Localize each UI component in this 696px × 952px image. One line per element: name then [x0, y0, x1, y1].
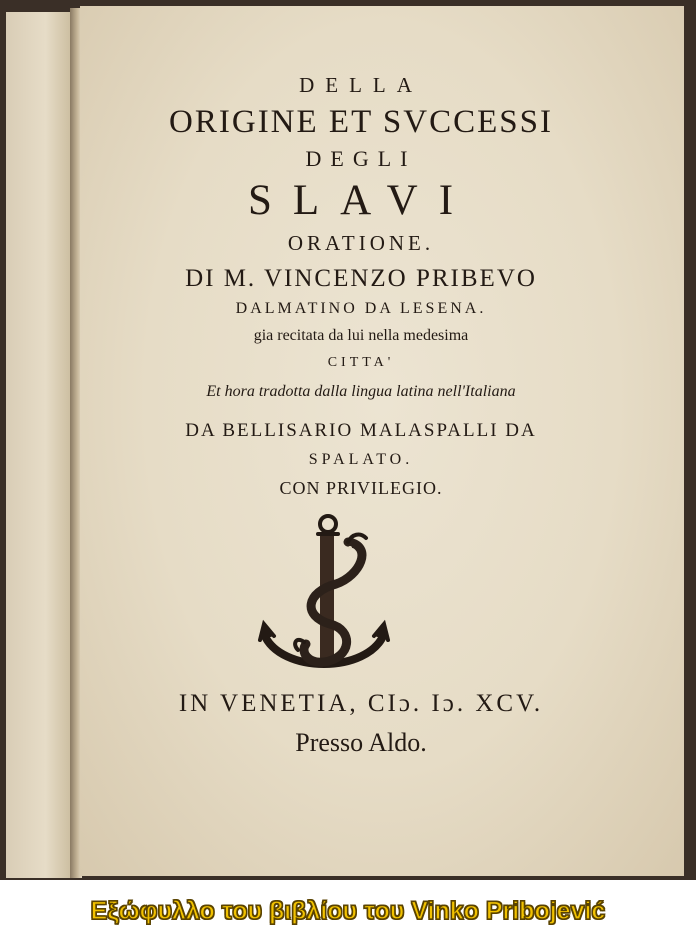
- imprint-place-date: IN VENETIA, CIɔ. Iɔ. XCV.: [178, 690, 544, 717]
- image-caption: Εξώφυλλο του βιβλίου του Vinko Pribojević: [90, 897, 606, 925]
- title-line-degli: DEGLI: [305, 146, 417, 171]
- privilege-line: CON PRIVILEGIO.: [279, 478, 443, 498]
- translation-line: Et hora tradotta dalla lingua latina nell'Italiana: [206, 383, 516, 400]
- left-page: [6, 12, 72, 878]
- imprint-printer: Presso Aldo.: [295, 728, 427, 757]
- title-line-slavi: SLAVI: [247, 177, 475, 224]
- author-origin-line: DALMATINO DA LESENA.: [235, 300, 487, 317]
- title-line-origine: ORIGINE ET SVCCESSI: [169, 104, 553, 140]
- citta-line: CITTA': [327, 355, 395, 370]
- recited-line: gia recitata da lui nella medesima: [253, 327, 469, 344]
- translator-origin-line: SPALATO.: [308, 451, 414, 468]
- author-line: DI M. VINCENZO PRIBEVO: [185, 265, 537, 292]
- title-line-oratione: ORATIONE.: [287, 231, 435, 255]
- title-line-della: DELLA: [299, 73, 423, 97]
- translator-line: DA BELLISARIO MALASPALLI DA: [185, 420, 537, 441]
- anchor-and-dolphin-icon: [256, 512, 392, 690]
